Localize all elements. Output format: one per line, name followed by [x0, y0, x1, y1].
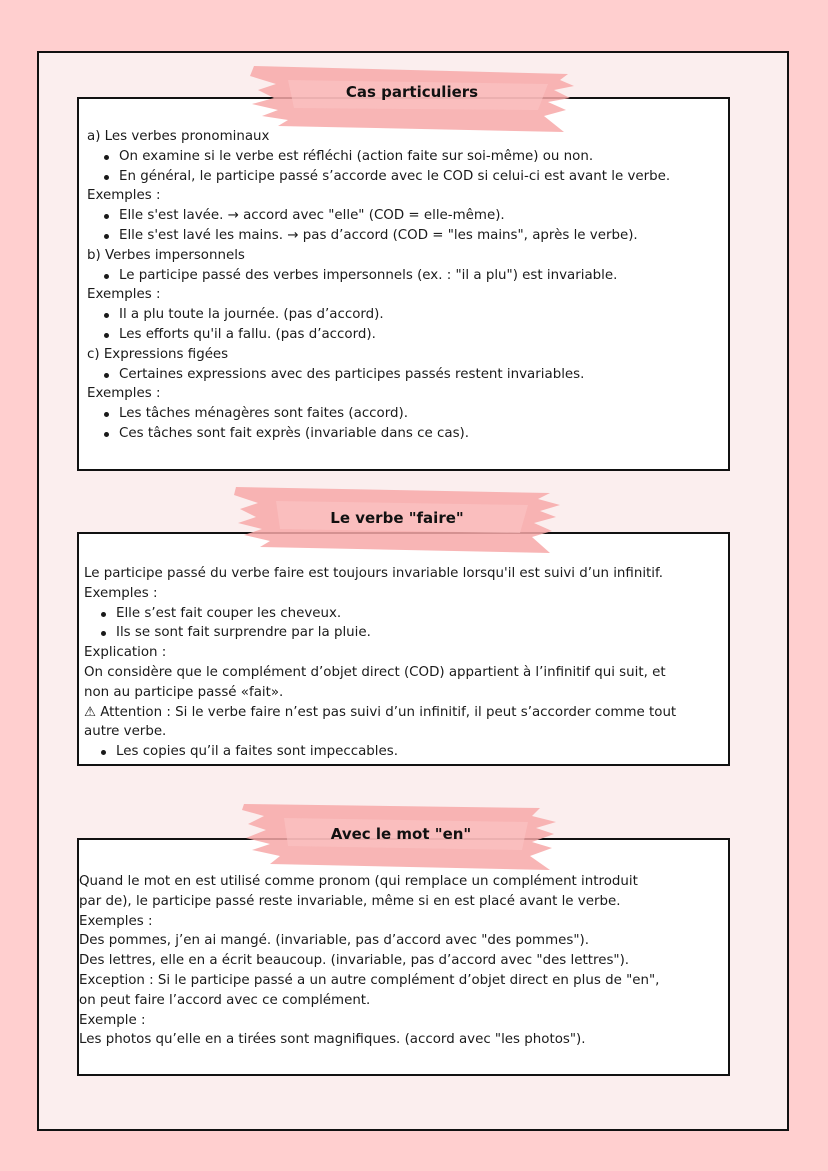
list-item: Les efforts qu'il a fallu. (pas d’accord). — [109, 325, 728, 345]
bullet-list — [87, 404, 728, 444]
section-title: Cas particuliers — [345, 83, 479, 101]
tape-banner — [248, 60, 576, 110]
text-line: Des lettres, elle en a écrit beaucoup. (invariable, pas d’accord avec "des lettres"). — [79, 953, 630, 969]
text-line: ⚠ Attention : Si le verbe faire n’est pas suivi d’un infinitif, il peut s’accorder comme tout — [84, 704, 677, 720]
list-item: Elle s'est lavé les mains. → pas d’accord (COD = "les mains", après le verbe). — [109, 226, 728, 246]
text-line: Explication : — [84, 645, 167, 661]
text-line: Exemples : — [79, 913, 153, 929]
list-item: Il a plu toute la journée. (pas d’accord). — [109, 305, 728, 325]
text-line: non au participe passé «fait». — [84, 684, 284, 700]
bullet-list — [84, 742, 728, 762]
section-box-verbe-faire — [77, 532, 730, 766]
text-line: c) Expressions figées — [87, 346, 229, 362]
section-title: Le verbe "faire" — [330, 509, 464, 527]
section-title: Avec le mot "en" — [330, 825, 472, 843]
list-item: Les copies qu’il a faites sont impeccables. — [106, 742, 728, 762]
text-line: Exception : Si le participe passé a un autre complément d’objet direct en plus de "en", — [79, 972, 660, 988]
list-item: Elle s’est fait couper les cheveux. — [106, 604, 728, 624]
list-item: Ces tâches sont fait exprès (invariable dans ce cas). — [109, 424, 728, 444]
list-item: Ils se sont fait surprendre par la pluie. — [106, 623, 728, 643]
tape-banner — [240, 800, 562, 850]
text-line: Exemples : — [87, 287, 161, 303]
text-line: Exemples : — [87, 188, 161, 204]
bullet-list — [87, 305, 728, 345]
text-line: Le participe passé du verbe faire est toujours invariable lorsqu'il est suivi d’un infinitif. — [84, 566, 664, 581]
text-line: Exemples : — [87, 386, 161, 402]
text-line: b) Verbes impersonnels — [87, 247, 245, 263]
list-item: Elle s'est lavée. → accord avec "elle" (COD = elle-même). — [109, 206, 728, 226]
section-box-mot-en — [77, 838, 730, 1076]
text-line: Exemples : — [84, 585, 158, 601]
text-line: on peut faire l’accord avec ce complément. — [79, 992, 371, 1008]
list-item: Les tâches ménagères sont faites (accord). — [109, 404, 728, 424]
text-line: autre verbe. — [84, 724, 167, 740]
text-line: Exemple : — [79, 1012, 146, 1028]
tape-banner — [232, 483, 562, 533]
text-line: a) Les verbes pronominaux — [87, 129, 270, 144]
text-line: Quand le mot en est utilisé comme pronom (qui remplace un complément introduit — [79, 874, 638, 889]
bullet-list — [87, 147, 728, 187]
section-box-cas-particuliers — [77, 97, 730, 471]
bullet-list — [84, 604, 728, 644]
text-line: On considère que le complément d’objet direct (COD) appartient à l’infinitif qui suit, et — [84, 664, 666, 680]
text-line: par de), le participe passé reste invariable, même si en est placé avant le verbe. — [79, 893, 621, 909]
text-line: Des pommes, j’en ai mangé. (invariable, pas d’accord avec "des pommes"). — [79, 933, 589, 949]
list-item: On examine si le verbe est réfléchi (action faite sur soi-même) ou non. — [109, 147, 728, 167]
text-line: Les photos qu’elle en a tirées sont magnifiques. (accord avec "les photos"). — [79, 1032, 586, 1048]
list-item: En général, le participe passé s’accorde avec le COD si celui-ci est avant le verbe. — [109, 167, 728, 187]
list-item: Certaines expressions avec des participes passés restent invariables. — [109, 365, 728, 385]
bullet-list — [87, 266, 728, 286]
bullet-list — [87, 365, 728, 385]
list-item: Le participe passé des verbes impersonnels (ex. : "il a plu") est invariable. — [109, 266, 728, 286]
bullet-list — [87, 206, 728, 246]
